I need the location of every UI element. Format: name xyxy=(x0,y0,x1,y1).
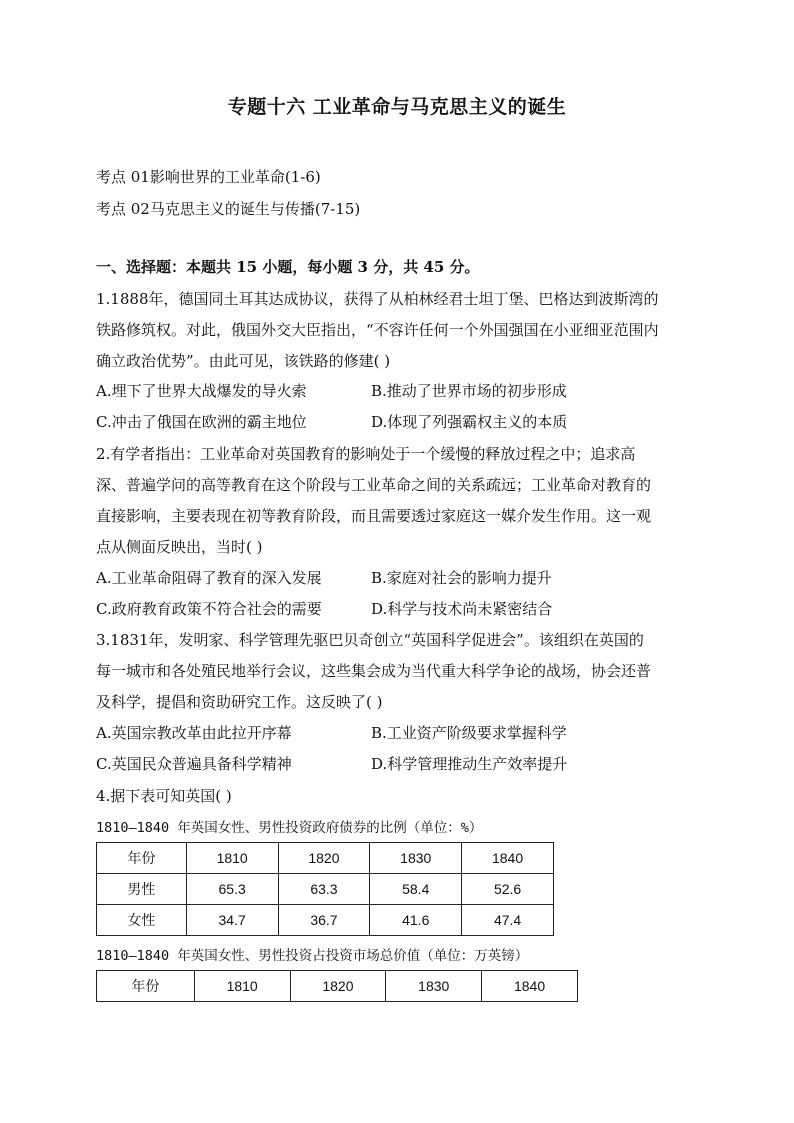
table2 xyxy=(96,970,578,1002)
table-cell: 36.7 xyxy=(278,905,370,936)
table-row xyxy=(97,843,554,874)
q3-option-c: C.英国民众普遍具备科学精神 xyxy=(96,755,292,773)
table-cell: 1820 xyxy=(290,971,386,1002)
page-title: 专题十六 工业革命与马克思主义的诞生 xyxy=(227,96,567,118)
table-cell: 1810 xyxy=(194,971,290,1002)
q4-line-1: 4.据下表可知英国( ) xyxy=(96,787,232,805)
q3-line-2: 每一城市和各处殖民地举行会议，这些集会成为当代重大科学争论的战场，协会还普 xyxy=(96,662,652,680)
table-cell: 1810 xyxy=(186,843,278,874)
q3-option-a: A.英国宗教改革由此拉开序幕 xyxy=(96,724,292,742)
table-cell: 1830 xyxy=(386,971,482,1002)
topic-line-2: 考点 02马克思主义的诞生与传播(7-15) xyxy=(96,200,361,218)
table-row xyxy=(97,905,554,936)
table1-caption: 1810—1840 年英国女性、男性投资政府债券的比例（单位：%） xyxy=(96,820,483,836)
table-row xyxy=(97,971,578,1002)
table-row xyxy=(97,874,554,905)
q3-line-3: 及科学，提倡和资助研究工作。这反映了( ) xyxy=(96,693,383,711)
q1-option-b: B.推动了世界市场的初步形成 xyxy=(371,382,567,400)
q3-line-1: 3.1831年，发明家、科学管理先驱巴贝奇创立“英国科学促进会”。该组织在英国的 xyxy=(96,631,644,649)
table-cell: 52.6 xyxy=(462,874,554,905)
q1-line-3: 确立政治优势”。由此可见，该铁路的修建( ) xyxy=(96,352,391,370)
section-heading: 一、选择题：本题共 15 小题，每小题 3 分，共 45 分。 xyxy=(96,258,480,276)
q2-option-b: B.家庭对社会的影响力提升 xyxy=(371,569,552,587)
table-cell: 41.6 xyxy=(370,905,462,936)
q2-option-d: D.科学与技术尚未紧密结合 xyxy=(371,600,553,618)
table1 xyxy=(96,842,554,936)
topic-line-1: 考点 01影响世界的工业革命(1-6) xyxy=(96,168,321,186)
q2-line-4: 点从侧面反映出，当时( ) xyxy=(96,538,263,556)
table-cell: 1840 xyxy=(482,971,578,1002)
table-cell: 1820 xyxy=(278,843,370,874)
table-cell: 65.3 xyxy=(186,874,278,905)
table-cell: 女性 xyxy=(97,905,187,936)
q3-option-b: B.工业资产阶级要求掌握科学 xyxy=(371,724,567,742)
q2-option-a: A.工业革命阻碍了教育的深入发展 xyxy=(96,569,322,587)
q2-line-2: 深、普遍学问的高等教育在这个阶段与工业革命之间的关系疏远；工业革命对教育的 xyxy=(96,476,652,494)
q2-option-c: C.政府教育政策不符合社会的需要 xyxy=(96,600,322,618)
q2-line-3: 直接影响，主要表现在初等教育阶段，而且需要透过家庭这一媒介发生作用。这一观 xyxy=(96,507,652,525)
table-cell: 63.3 xyxy=(278,874,370,905)
table-cell: 58.4 xyxy=(370,874,462,905)
table-cell: 34.7 xyxy=(186,905,278,936)
table-cell: 年份 xyxy=(97,843,187,874)
q1-line-2: 铁路修筑权。对此，俄国外交大臣指出，“不容许任何一个外国强国在小亚细亚范围内 xyxy=(96,321,659,339)
table-cell: 47.4 xyxy=(462,905,554,936)
table2-caption: 1810—1840 年英国女性、男性投资占投资市场总价值（单位：万英镑） xyxy=(96,948,529,964)
table-cell: 1840 xyxy=(462,843,554,874)
q1-option-a: A.埋下了世界大战爆发的导火索 xyxy=(96,382,307,400)
table-cell: 1830 xyxy=(370,843,462,874)
q1-option-c: C.冲击了俄国在欧洲的霸主地位 xyxy=(96,413,307,431)
q1-option-d: D.体现了列强霸权主义的本质 xyxy=(371,413,568,431)
q1-line-1: 1.1888年，德国同土耳其达成协议，获得了从柏林经君士坦丁堡、巴格达到波斯湾的 xyxy=(96,290,659,308)
table-cell: 男性 xyxy=(97,874,187,905)
table-cell: 年份 xyxy=(97,971,195,1002)
q2-line-1: 2.有学者指出：工业革命对英国教育的影响处于一个缓慢的释放过程之中；追求高 xyxy=(96,445,636,463)
q3-option-d: D.科学管理推动生产效率提升 xyxy=(371,755,568,773)
